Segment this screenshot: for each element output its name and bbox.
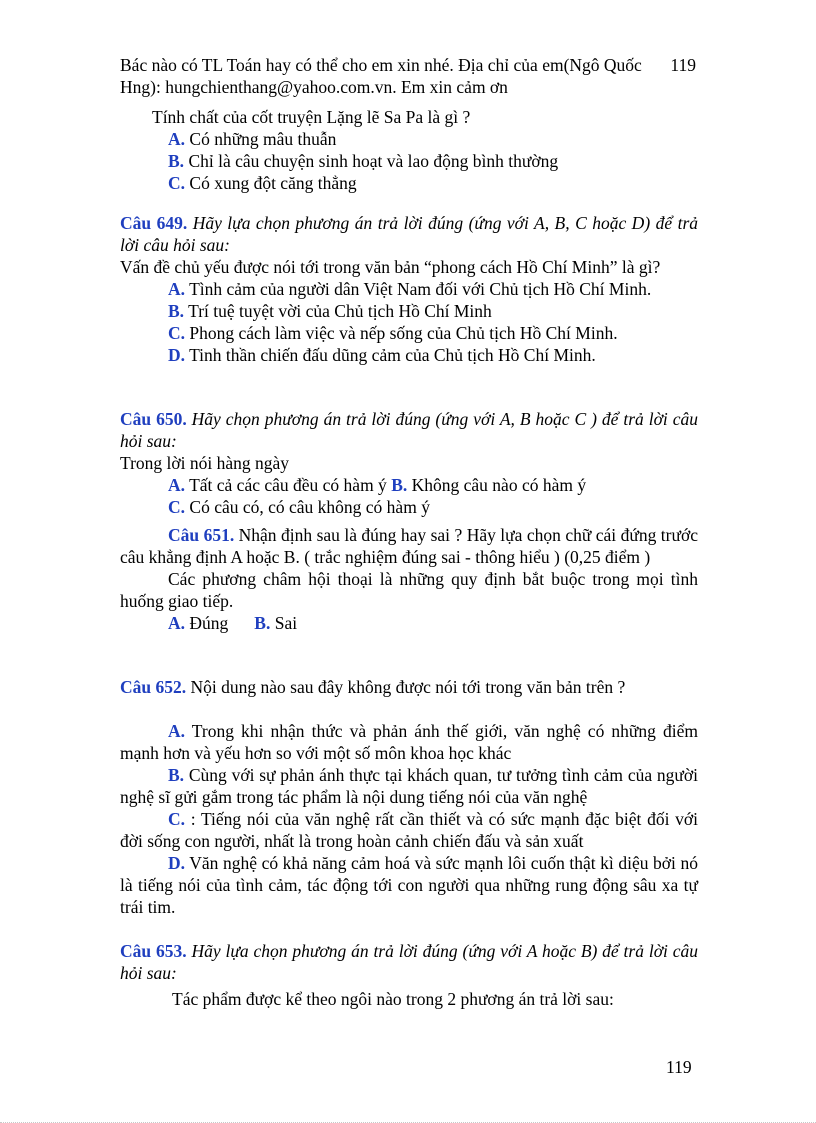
question-653-text: Tác phẩm được kể theo ngôi nào trong 2 phương án trả lời sau: <box>172 989 614 1009</box>
question-651-text <box>120 524 698 568</box>
question-instruction: Hãy chọn phương án trả lời đúng (ứng với A, B hoặc C ) để trả lời câu hỏi sau: <box>120 409 698 451</box>
question-instruction: Hãy lựa chọn phương án trả lời đúng (ứng với A hoặc B) để trả lời câu hỏi sau: <box>120 941 699 983</box>
q652-option-d <box>120 852 698 918</box>
intro-question-block <box>120 106 698 194</box>
question-text: Nhận định sau là đúng hay sai ? Hãy lựa chọn chữ cái đứng trước câu khẳng định A hoặc B. ( trắc nghiệm đúng sai - thông hiểu ) (0,25 điểm ) <box>120 525 698 567</box>
q649-option-b <box>120 300 698 322</box>
question-instruction: Hãy lựa chọn phương án trả lời đúng (ứng với A, B, C hoặc D) để trả lời câu hỏi sau: <box>120 213 699 255</box>
q649-option-a <box>120 278 698 300</box>
question-649-block <box>120 212 698 366</box>
option-label: C. <box>168 173 186 193</box>
question-650-text: Trong lời nói hàng ngày <box>120 453 290 473</box>
option-label: A. <box>168 475 186 495</box>
option-text: Có những mâu thuẫn <box>189 129 337 149</box>
page-header <box>120 54 696 98</box>
option-text: Có câu có, có câu không có hàm ý <box>189 497 430 517</box>
option-text: Sai <box>274 613 298 633</box>
option-text: Chỉ là câu chuyện sinh hoạt và lao động bình thường <box>188 151 559 171</box>
option-text: Đúng <box>189 613 229 633</box>
q649-option-d <box>120 344 698 366</box>
q650-option-c <box>120 496 698 518</box>
question-649-heading <box>120 212 698 256</box>
q651-options <box>120 612 698 634</box>
option-text: : Tiếng nói của văn nghệ rất cần thiết và có sức mạnh đặc biệt đối với đời sống con người, nhất là trong hoàn cảnh chiến đấu và sản xuất <box>120 809 699 851</box>
header-page-number: 119 <box>670 55 696 75</box>
footer-page-number: 119 <box>666 1057 692 1077</box>
option-text: Tất cả các câu đều có hàm ý <box>189 475 387 495</box>
header-text: Bác nào có TL Toán hay có thể cho em xin nhé. Địa chỉ của em(Ngô Quốc Hng): hungchienthang@yahoo.com.vn. Em xin cảm ơn <box>120 55 642 97</box>
option-label: B. <box>168 765 185 785</box>
q652-option-b <box>120 764 698 808</box>
intro-option-a <box>120 128 698 150</box>
option-text: Văn nghệ có khả năng cảm hoá và sức mạnh lôi cuốn thật kì diệu bởi nó là tiếng nói của tình cảm, tác động tới con người qua những rung động sâu xa tự trái tim. <box>120 853 698 917</box>
question-label: Câu 652. <box>120 677 187 697</box>
question-652-options <box>120 720 698 918</box>
option-text: Tinh thần chiến đấu dũng cảm của Chủ tịch Hồ Chí Minh. <box>189 345 596 365</box>
option-label: C. <box>168 497 186 517</box>
option-text: Tình cảm của người dân Việt Nam đối với Chủ tịch Hồ Chí Minh. <box>189 279 652 299</box>
question-650-heading <box>120 408 698 452</box>
option-label: D. <box>168 345 186 365</box>
intro-question: Tính chất của cốt truyện Lặng lẽ Sa Pa là gì ? <box>152 107 471 127</box>
question-652-block <box>120 676 698 698</box>
option-text: Không câu nào có hàm ý <box>411 475 587 495</box>
question-651-statement: Các phương châm hội thoại là những quy định bắt buộc trong mọi tình huống giao tiếp. <box>120 569 698 611</box>
intro-option-c <box>120 172 698 194</box>
option-label: B. <box>168 151 185 171</box>
q649-option-c <box>120 322 698 344</box>
option-text: Phong cách làm việc và nếp sống của Chủ tịch Hồ Chí Minh. <box>189 323 618 343</box>
option-text: Có xung đột căng thẳng <box>189 173 357 193</box>
question-label: Câu 650. <box>120 409 187 429</box>
q650-options-ab <box>120 474 698 496</box>
question-text: Nội dung nào sau đây không được nói tới trong văn bản trên ? <box>190 677 626 697</box>
option-label: B. <box>391 475 408 495</box>
question-653-block <box>120 940 698 1010</box>
question-652-heading <box>120 676 698 698</box>
question-label: Câu 649. <box>120 213 188 233</box>
question-label: Câu 651. <box>168 525 235 545</box>
question-651-block <box>120 524 698 634</box>
q652-option-a <box>120 720 698 764</box>
question-650-block <box>120 408 698 518</box>
option-label: C. <box>168 323 186 343</box>
option-label: A. <box>168 279 186 299</box>
option-label: C. <box>168 809 186 829</box>
option-label: D. <box>168 853 186 873</box>
option-text: Trong khi nhận thức và phản ánh thế giới, văn nghệ có những điểm mạnh hơn và yếu hơn so với một số môn khoa học khác <box>120 721 698 763</box>
option-label: A. <box>168 721 186 741</box>
intro-option-b <box>120 150 698 172</box>
question-653-heading <box>120 940 698 984</box>
question-label: Câu 653. <box>120 941 187 961</box>
option-label: A. <box>168 613 186 633</box>
option-label: B. <box>168 301 185 321</box>
option-label: A. <box>168 129 186 149</box>
question-649-text: Vấn đề chủ yếu được nói tới trong văn bản “phong cách Hồ Chí Minh” là gì? <box>120 257 661 277</box>
option-text: Cùng với sự phản ánh thực tại khách quan, tư tưởng tình cảm của người nghệ sĩ gửi gắm trong tác phẩm là nội dung tiếng nói của văn nghệ <box>120 765 699 807</box>
option-label: B. <box>254 613 271 633</box>
option-text: Trí tuệ tuyệt vời của Chủ tịch Hồ Chí Minh <box>188 301 492 321</box>
q652-option-c <box>120 808 698 852</box>
